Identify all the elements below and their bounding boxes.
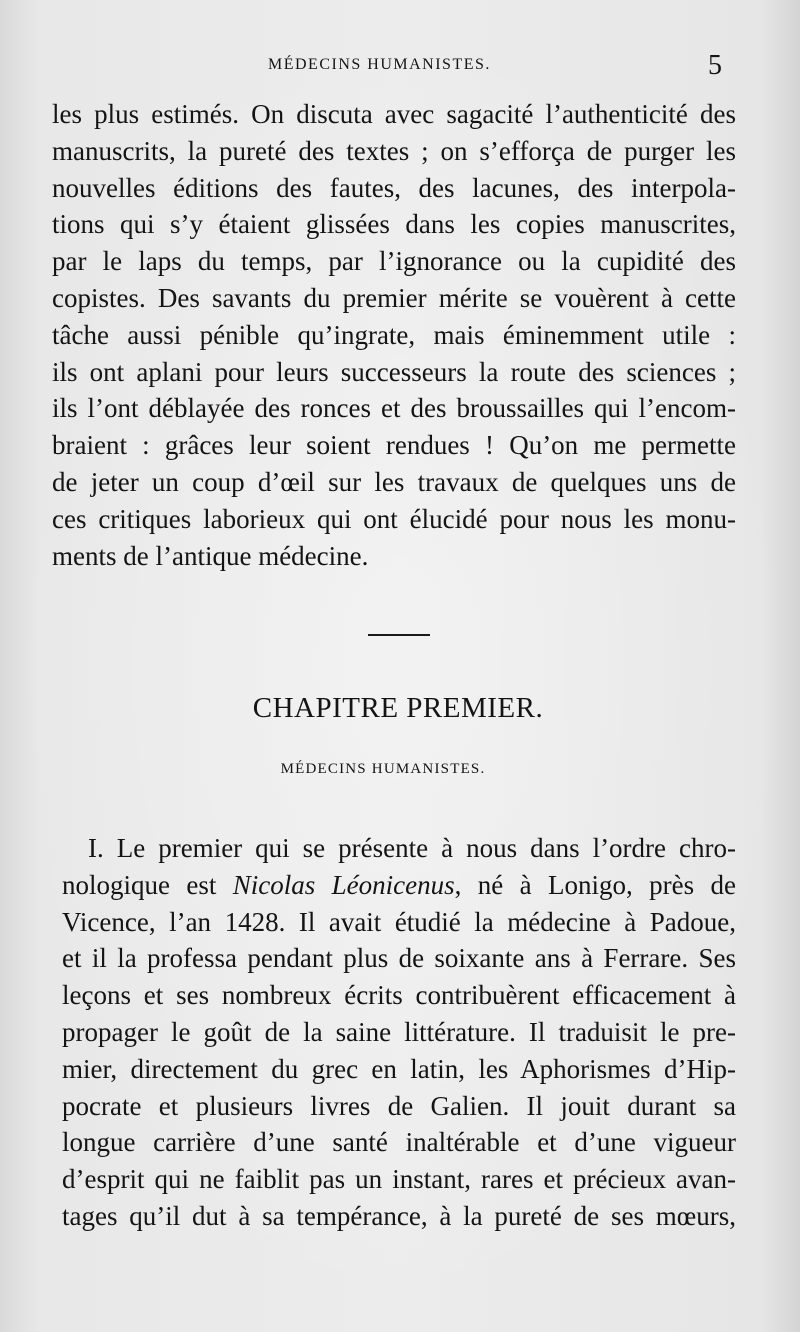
- text-line: d’esprit qui ne faiblit pas un instant, rares et précieux avan-: [62, 1164, 736, 1195]
- text-line: les plus estimés. On discuta avec sagacité l’authenticité des: [52, 99, 736, 129]
- text-line: pocrate et plusieurs livres de Galien. Il jouit durant sa: [62, 1090, 736, 1121]
- text-line: tages qu’il dut à sa tempérance, à la pureté de ses mœurs,: [62, 1200, 736, 1231]
- text-fragment: nologique est: [62, 869, 233, 900]
- text-line: de jeter un coup d’œil sur les travaux de quelques uns de: [52, 466, 736, 497]
- text-line: nouvelles éditions des fautes, des lacunes, des interpola-: [52, 172, 736, 203]
- chapter-title-text: CHAPITRE PREMIER.: [252, 692, 544, 724]
- section-divider: [368, 634, 430, 636]
- running-head: MÉDECINS HUMANISTES.: [268, 56, 491, 73]
- text-line: et il la professa pendant plus de soixante ans à Ferrare. Ses: [62, 943, 736, 974]
- text-line: manuscrits, la pureté des textes ; on s’efforça de purger les: [52, 135, 736, 166]
- text-line: [62, 867, 736, 904]
- text-line: propager le goût de la saine littérature. Il traduisit le pre-: [62, 1016, 736, 1047]
- text-line: par le laps du temps, par l’ignorance ou la cupidité des: [52, 246, 736, 277]
- opening-paragraph: [52, 96, 736, 574]
- text-line: I. Le premier qui se présente à nous dans l’ordre chro-: [88, 833, 736, 863]
- text-line: leçons et ses nombreux écrits contribuèrent efficacement à: [62, 980, 736, 1011]
- text-line: ments de l’antique médecine.: [52, 540, 369, 571]
- person-name: Nicolas Léonicenus: [232, 869, 455, 900]
- text-line: ils ont aplani pour leurs successeurs la route des sciences ;: [52, 356, 736, 387]
- chapter-subtitle-text: MÉDECINS HUMANISTES.: [280, 761, 486, 777]
- text-line: tions qui s’y étaient glissées dans les copies manuscrites,: [52, 209, 736, 240]
- text-line: braient : grâces leur soient rendues ! Qu’on me permette: [52, 430, 736, 461]
- chapter-subtitle: [0, 761, 800, 778]
- section-one-paragraph: [62, 830, 736, 1235]
- page-number: 5: [708, 50, 722, 81]
- text-line: Vicence, l’an 1428. Il avait étudié la médecine à Padoue,: [62, 906, 736, 937]
- text-line: tâche aussi pénible qu’ingrate, mais éminemment utile :: [52, 319, 736, 350]
- text-line: ils l’ont déblayée des ronces et des broussailles qui l’encom-: [52, 393, 736, 424]
- text-fragment: , né à Lonigo, près de: [454, 869, 737, 900]
- text-line: copistes. Des savants du premier mérite se vouèrent à cette: [52, 282, 736, 313]
- chapter-title: [0, 692, 800, 725]
- text-line: mier, directement du grec en latin, les Aphorismes d’Hip-: [62, 1053, 736, 1084]
- text-line: ces critiques laborieux qui ont élucidé pour nous les monu-: [52, 503, 736, 534]
- text-line: longue carrière d’une santé inaltérable et d’une vigueur: [62, 1127, 736, 1158]
